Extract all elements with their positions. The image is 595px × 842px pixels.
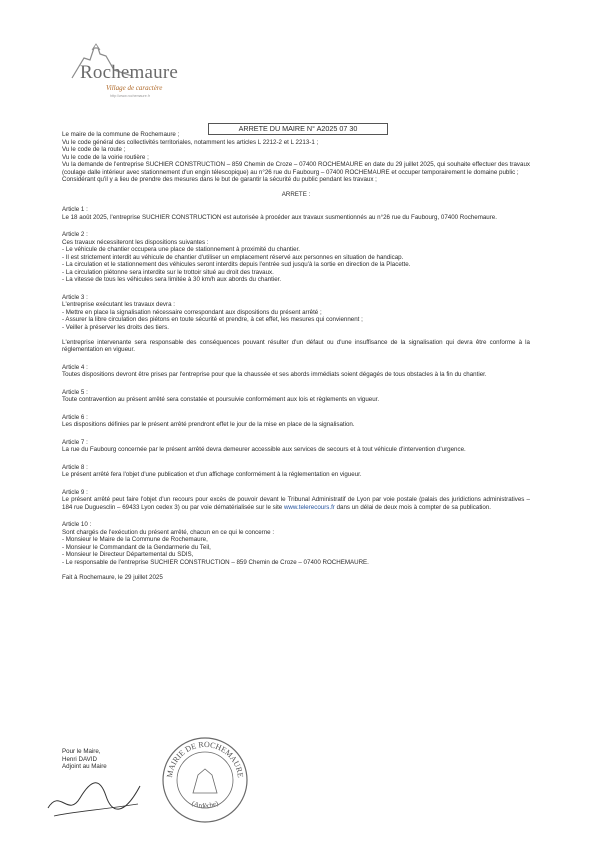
stamp-emblem-icon [193, 769, 217, 793]
article-title: Article 1 : [62, 206, 88, 213]
article-line: Le 18 août 2025, l'entreprise SUCHIER CONSTRUCTION est autorisée à procéder aux travaux susmentionnés au n°26 rue du Faubourg, 07400 Rochemaure. [62, 213, 497, 221]
article-line: - La circulation piétonne sera interdite sur le trottoir situé au droit des travaux. [62, 268, 274, 276]
article-title: Article 7 : [62, 438, 88, 446]
preamble-line: Vu le code de la route ; [62, 146, 126, 153]
article-line: - Monsieur le Commandant de la Gendarmerie du Teil, [62, 543, 211, 551]
article-line: - Monsieur le Maire de la Commune de Rochemaure, [62, 536, 208, 543]
article-line: - Veiller à préserver les droits des tiers. [62, 323, 169, 331]
logo-url: http://www.rochemaure.fr [110, 94, 150, 98]
done-at: Fait à Rochemaure, le 29 juillet 2025 [62, 573, 163, 581]
article-line: Ces travaux nécessiteront les dispositions suivantes : [62, 238, 209, 246]
article-title: Article 5 : [62, 388, 88, 396]
article-title: Article 2 : [62, 231, 88, 238]
article-title: Article 10 : [62, 521, 92, 528]
article-line: La rue du Faubourg concernée par le présent arrêté devra demeurer accessible aux services de secours et à tout véhicule d'intervention d'urgence. [62, 446, 466, 453]
article-title: Article 6 : [62, 413, 88, 421]
article-line: - Assurer la libre circulation des piétons en toute sécurité et prendre, à cet effet, les mesures qui conviennent ; [62, 316, 363, 323]
article-line: Sont chargés de l'exécution du présent arrêté, chacun en ce qui le concerne : [62, 528, 275, 536]
article-line: Les dispositions définies par le présent arrêté prendront effet le jour de la mise en place de la signalisation. [62, 421, 355, 428]
rochemaure-logo [62, 40, 182, 110]
document-title: ARRETE DU MAIRE N° A2025 07 30 [208, 123, 388, 135]
svg-text:MAIRIE DE ROCHEMAURE [165, 740, 245, 778]
preamble-line: Vu le code général des collectivités territoriales, notamment les articles L 2212-2 et L 2213-1 ; [62, 138, 319, 146]
preamble [62, 131, 530, 184]
article-title: Article 3 : [62, 293, 88, 301]
article-line: - La circulation et le stationnement des véhicules seront interdits depuis l'entrée sud jusqu'à la sortie en direction de la Placette. [62, 261, 411, 268]
article-line: - Le véhicule de chantier occupera une place de stationnement à proximité du chantier. [62, 246, 301, 253]
preamble-line: Vu le code de la voirie routière ; [62, 153, 149, 161]
article-line: Toutes dispositions devront être prises par l'entreprise pour que la chaussée et ses abords immédiats soient dégagés de tous obstacles à la fin du chantier. [62, 371, 487, 378]
signatory-line: Pour le Maire, [62, 748, 101, 755]
preamble-line: Considérant qu'il y a lieu de prendre des mesures dans le but de garantir la sécurité du public pendant les travaux ; [62, 176, 377, 183]
article-line: L'entreprise exécutant les travaux devra : [62, 301, 175, 308]
signatory-line: Adjoint au Maire [62, 763, 107, 770]
article-line: L'entreprise intervenante sera responsable des conséquences pouvant résulter d'un défaut ou d'une insuffisance de la signalisation qui devra être conforme à la réglementation en vigueur. [62, 338, 530, 353]
article-title: Article 9 : [62, 488, 88, 496]
stamp-top-text: MAIRIE DE ROCHEMAURE [164, 739, 245, 779]
svg-text:(Ardèche) [190, 799, 220, 810]
handwritten-signature [40, 768, 150, 828]
article-line: - Il est strictement interdit au véhicule de chantier d'utiliser un emplacement réservé aux personnes en situation de handicap. [62, 253, 404, 261]
preamble-line: Vu la demande de l'entreprise SUCHIER CONSTRUCTION – 859 Chemin de Croze – 07400 ROCHEMAURE en date du 29 juillet 2025, qui souhaite effectuer des travaux (coulage dalle intérieur avec stationnement d'un engin télescopique) au n°26 rue du Faubourg – 07400 ROCHEMAURE et occuper temporairement le domaine public ; [62, 161, 530, 176]
stamp-bottom-text: (Ardèche) [190, 799, 220, 810]
logo-tagline: Village de caractère [106, 84, 163, 92]
arrete-heading: ARRETE : [281, 191, 311, 198]
telerecours-link[interactable]: www.telerecours.fr [283, 503, 335, 511]
logo-name: Rochemaure [80, 62, 179, 83]
article-title: Article 4 : [62, 363, 88, 371]
article-line: Le présent arrêté fera l'objet d'une publication et d'un affichage conformément à la réglementation en vigueur. [62, 471, 362, 478]
article-line: - Monsieur le Directeur Départemental du SDIS, [62, 551, 194, 558]
article-line: Le présent arrêté peut faire l'objet d'un recours pour excès de pouvoir devant le Tribunal Administratif de Lyon par voie postale (palais des juridictions administratives – 184 rue Duguesclin – 69433 Lyon cedex 3) ou par voie dématérialisée sur le site www.telerecours.fr dans un délai de deux mois à compter de sa publication. [62, 496, 530, 511]
article-line: - Le responsable de l'entreprise SUCHIER CONSTRUCTION – 859 Chemin de Croze – 07400 ROCHEMAURE. [62, 558, 369, 566]
signatory-line: Henri DAVID [62, 755, 97, 763]
mairie-stamp [160, 735, 250, 825]
article-line: - Mettre en place la signalisation nécessaire correspondant aux dispositions du présent arrêté ; [62, 308, 322, 316]
article-line: Toute contravention au présent arrêté sera constatée et poursuivie conformément aux lois et règlements en vigueur. [62, 396, 380, 403]
article-line: - La vitesse de tous les véhicules sera limitée à 30 km/h aux abords du chantier. [62, 276, 282, 283]
preamble-line: Le maire de la commune de Rochemaure ; [62, 131, 180, 138]
document-body [62, 131, 530, 581]
article-title: Article 8 : [62, 463, 88, 471]
